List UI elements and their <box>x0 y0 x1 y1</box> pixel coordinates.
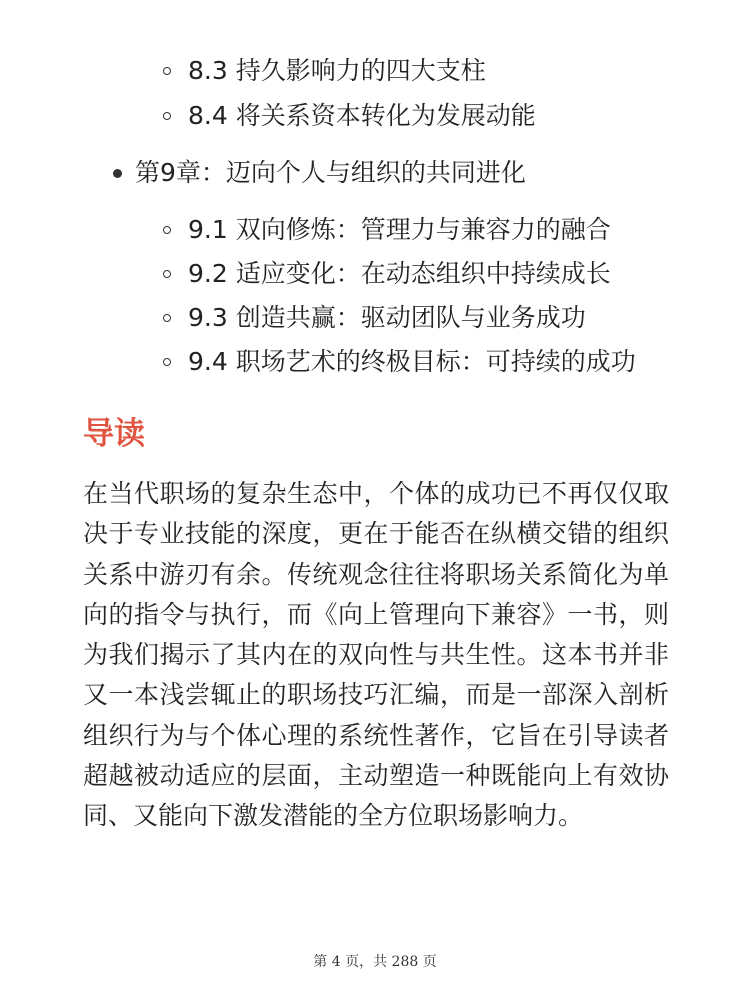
hollow-circle-bullet-icon <box>163 67 171 75</box>
toc-item-label: 9.4 职场艺术的终极目标：可持续的成功 <box>188 347 636 376</box>
toc-item-label: 9.2 适应变化：在动态组织中持续成长 <box>188 259 611 288</box>
toc-item-label: 9.1 双向修炼：管理力与兼容力的融合 <box>188 215 611 244</box>
filled-circle-bullet-icon <box>113 169 122 178</box>
section-heading: 导读 <box>83 416 145 452</box>
toc-item-label: 9.3 创造共赢：驱动团队与业务成功 <box>188 303 586 332</box>
hollow-circle-bullet-icon <box>163 112 171 120</box>
hollow-circle-bullet-icon <box>163 226 171 234</box>
hollow-circle-bullet-icon <box>163 314 171 322</box>
hollow-circle-bullet-icon <box>163 358 171 366</box>
toc-item-label: 8.3 持久影响力的四大支柱 <box>188 56 486 85</box>
hollow-circle-bullet-icon <box>163 270 171 278</box>
toc-item-label: 8.4 将关系资本转化为发展动能 <box>188 101 536 130</box>
intro-paragraph: 在当代职场的复杂生态中，个体的成功已不再仅仅取决于专业技能的深度，更在于能否在纵横交错的组织关系中游刃有余。传统观念往往将职场关系简化为单向的指令与执行，而《向上管理向下兼容》一书，则为我们揭示了其内在的双向性与共生性。这本书并非又一本浅尝辄止的职场技巧汇编，而是一部深入剖析组织行为与个体心理的系统性著作，它旨在引导读者超越被动适应的层面，主动塑造一种既能向上有效协同、又能向下激发潜能的全方位职场影响力。 <box>83 479 669 831</box>
toc-chapter-label: 第9章：迈向个人与组织的共同进化 <box>135 158 526 187</box>
page-number-footer: 第 4 页，共 288 页 <box>313 954 437 970</box>
